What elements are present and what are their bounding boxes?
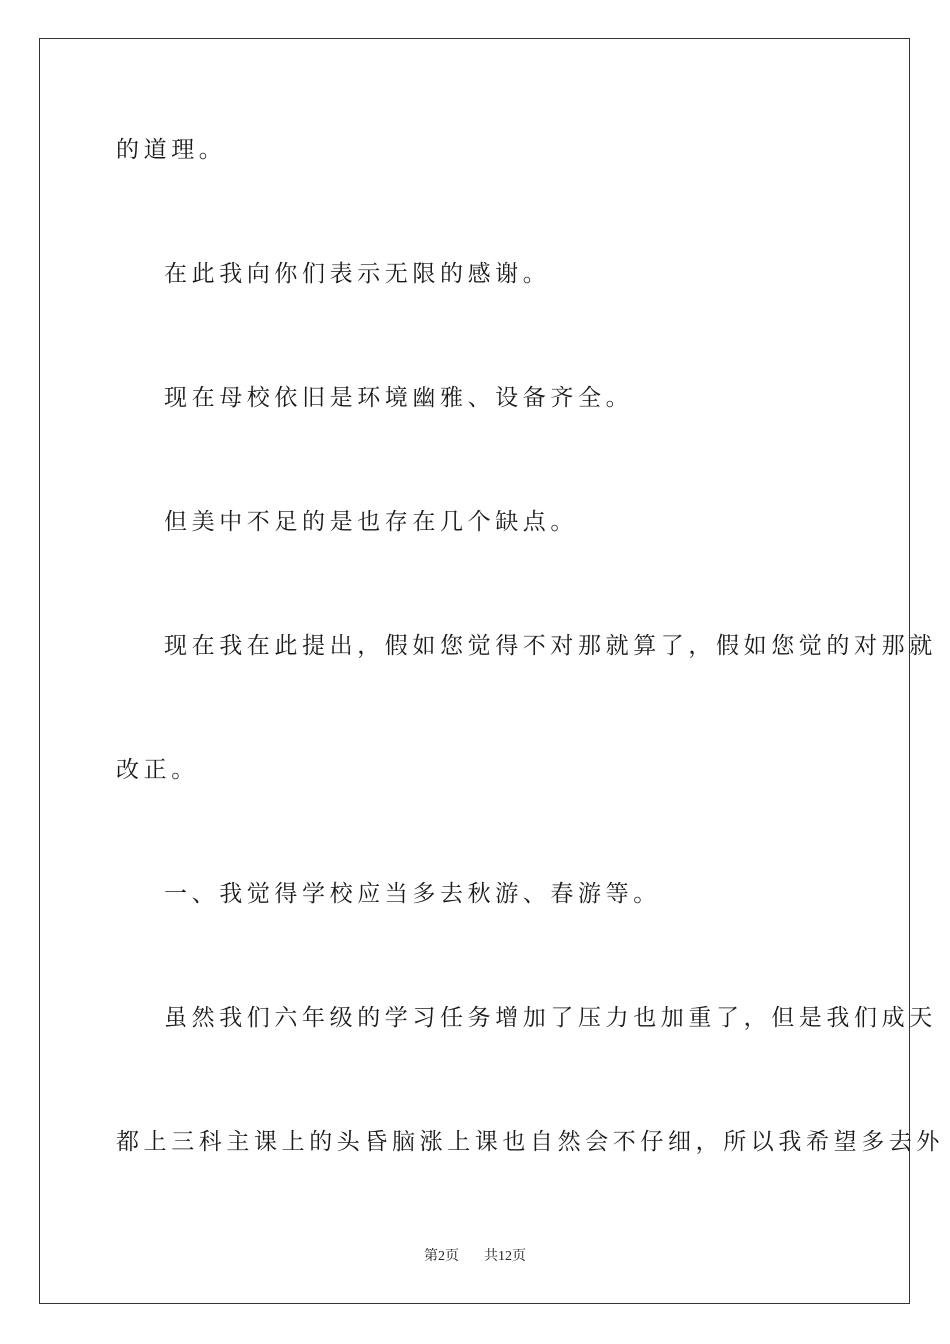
text-line: 一、我觉得学校应当多去秋游、春游等。 bbox=[164, 881, 661, 907]
page-footer bbox=[0, 1248, 950, 1266]
text-line: 在此我向你们表示无限的感谢。 bbox=[164, 261, 551, 287]
page-number: 第2页 bbox=[424, 1249, 459, 1264]
text-line: 的道理。 bbox=[116, 137, 227, 163]
text-line: 都上三科主课上的头昏脑涨上课也自然会不仔细，所以我希望多去外 bbox=[116, 1129, 944, 1155]
text-line: 虽然我们六年级的学习任务增加了压力也加重了，但是我们成天 bbox=[164, 1005, 937, 1031]
text-line: 改正。 bbox=[116, 757, 199, 783]
text-line: 现在母校依旧是环境幽雅、设备齐全。 bbox=[164, 385, 634, 411]
page-total: 共12页 bbox=[484, 1249, 526, 1264]
text-line: 现在我在此提出，假如您觉得不对那就算了，假如您觉的对那就 bbox=[164, 633, 937, 659]
page-frame bbox=[39, 38, 910, 1304]
text-line: 但美中不足的是也存在几个缺点。 bbox=[164, 509, 578, 535]
